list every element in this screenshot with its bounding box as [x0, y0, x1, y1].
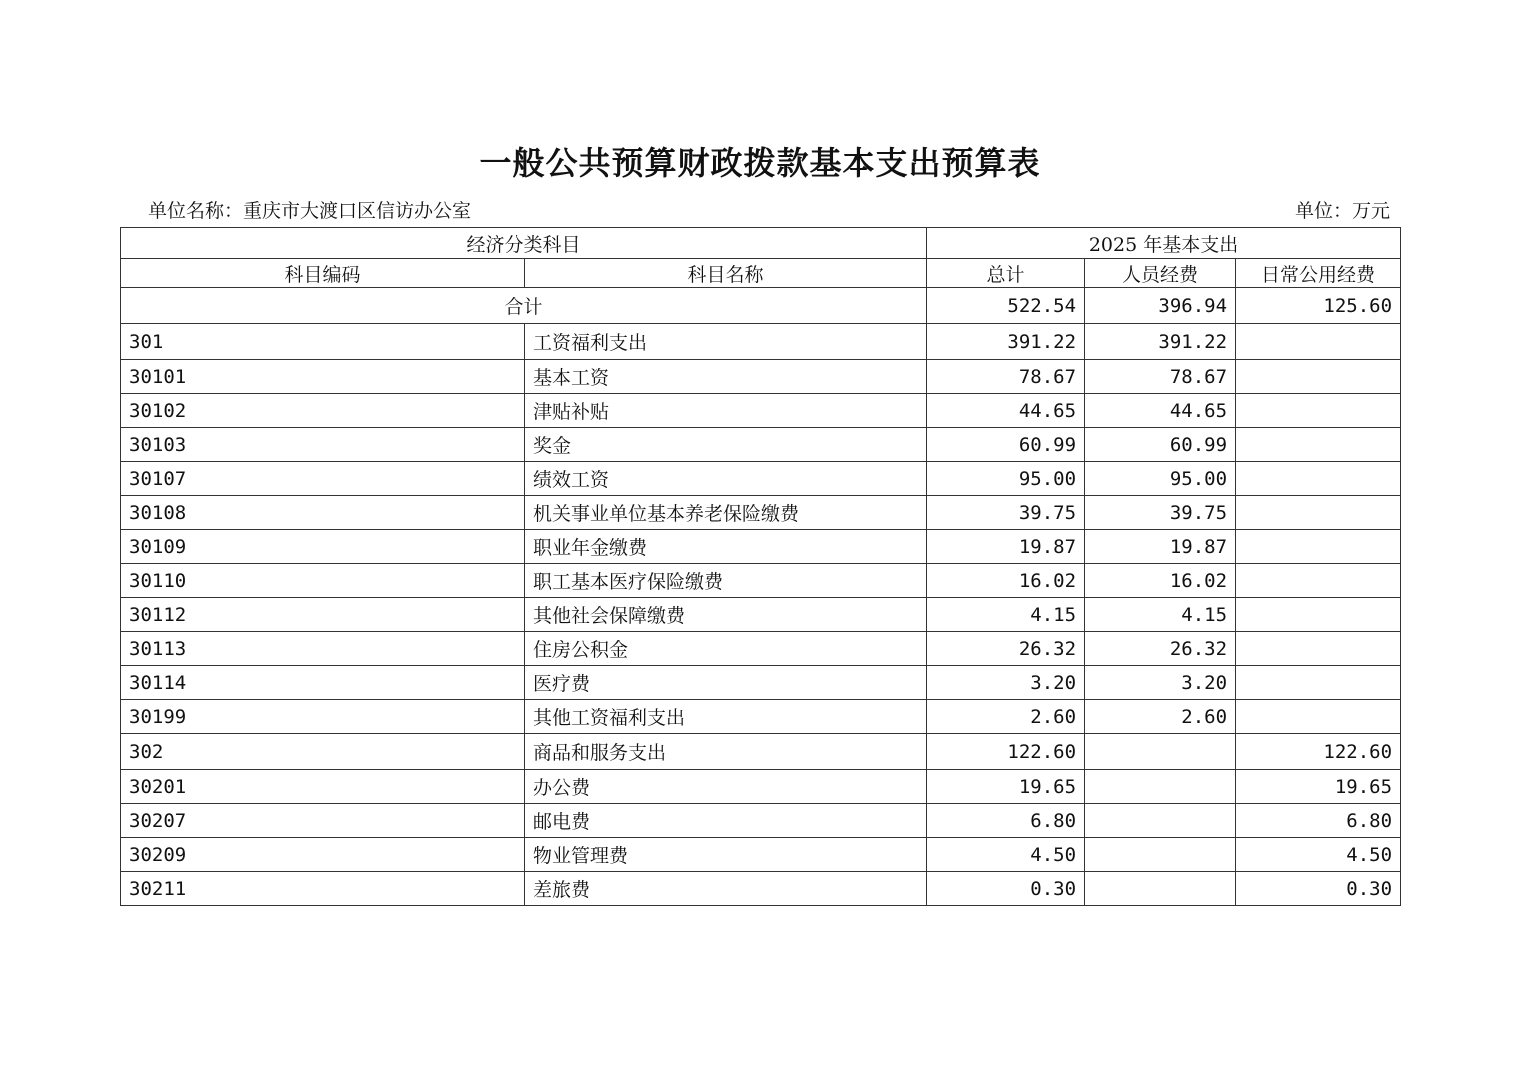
row-public: [1236, 428, 1401, 462]
row-total: 44.65: [927, 394, 1085, 428]
row-personnel: [1085, 804, 1236, 838]
table-row: [121, 394, 1401, 428]
table-row: [121, 804, 1401, 838]
row-name: 职工基本医疗保险缴费: [525, 564, 927, 598]
row-code: 30211: [121, 872, 525, 906]
row-public: [1236, 632, 1401, 666]
row-total: 39.75: [927, 496, 1085, 530]
table-row: [121, 872, 1401, 906]
table-row: [121, 496, 1401, 530]
row-name: 其他工资福利支出: [525, 700, 927, 734]
row-personnel: [1085, 734, 1236, 770]
row-personnel: 391.22: [1085, 324, 1236, 360]
row-personnel: 2.60: [1085, 700, 1236, 734]
row-public: 6.80: [1236, 804, 1401, 838]
row-public: 4.50: [1236, 838, 1401, 872]
header-personnel: 人员经费: [1085, 259, 1236, 288]
row-name: 住房公积金: [525, 632, 927, 666]
total-total: 522.54: [927, 288, 1085, 324]
row-public: [1236, 530, 1401, 564]
row-total: 4.50: [927, 838, 1085, 872]
row-public: [1236, 324, 1401, 360]
row-code: 30113: [121, 632, 525, 666]
row-name: 奖金: [525, 428, 927, 462]
row-personnel: 3.20: [1085, 666, 1236, 700]
total-label: 合计: [121, 288, 927, 324]
table-row: [121, 598, 1401, 632]
row-public: [1236, 700, 1401, 734]
table-row: [121, 632, 1401, 666]
row-personnel: 95.00: [1085, 462, 1236, 496]
row-code: 30209: [121, 838, 525, 872]
unit-label: 单位：万元: [1294, 200, 1390, 222]
page-title: 一般公共预算财政拨款基本支出预算表: [479, 144, 1041, 182]
table-row: [121, 462, 1401, 496]
row-name: 工资福利支出: [525, 324, 927, 360]
row-name: 物业管理费: [525, 838, 927, 872]
row-public: [1236, 564, 1401, 598]
row-code: 30199: [121, 700, 525, 734]
row-total: 4.15: [927, 598, 1085, 632]
row-code: 30112: [121, 598, 525, 632]
table-row: [121, 530, 1401, 564]
row-name: 商品和服务支出: [525, 734, 927, 770]
row-public: [1236, 462, 1401, 496]
row-code: 30102: [121, 394, 525, 428]
row-name: 其他社会保障缴费: [525, 598, 927, 632]
row-name: 邮电费: [525, 804, 927, 838]
unit-name: 单位名称：重庆市大渡口区信访办公室: [148, 200, 472, 222]
row-name: 职业年金缴费: [525, 530, 927, 564]
row-personnel: 60.99: [1085, 428, 1236, 462]
total-personnel: 396.94: [1085, 288, 1236, 324]
header-row-group: [121, 228, 1401, 259]
row-name: 机关事业单位基本养老保险缴费: [525, 496, 927, 530]
row-personnel: 39.75: [1085, 496, 1236, 530]
table-row: [121, 360, 1401, 394]
row-personnel: 19.87: [1085, 530, 1236, 564]
row-personnel: 4.15: [1085, 598, 1236, 632]
row-total: 26.32: [927, 632, 1085, 666]
row-personnel: [1085, 770, 1236, 804]
row-code: 30103: [121, 428, 525, 462]
row-code: 301: [121, 324, 525, 360]
row-name: 办公费: [525, 770, 927, 804]
row-name: 津贴补贴: [525, 394, 927, 428]
row-name: 绩效工资: [525, 462, 927, 496]
row-total: 2.60: [927, 700, 1085, 734]
table-row: [121, 666, 1401, 700]
row-code: 30114: [121, 666, 525, 700]
header-basic-expenditure: 2025 年基本支出: [927, 228, 1401, 259]
row-total: 19.65: [927, 770, 1085, 804]
row-personnel: 26.32: [1085, 632, 1236, 666]
row-code: 30101: [121, 360, 525, 394]
row-code: 30107: [121, 462, 525, 496]
table-row: [121, 700, 1401, 734]
header-name: 科目名称: [525, 259, 927, 288]
table-row: [121, 428, 1401, 462]
row-public: 0.30: [1236, 872, 1401, 906]
row-code: 30201: [121, 770, 525, 804]
row-total: 78.67: [927, 360, 1085, 394]
total-public: 125.60: [1236, 288, 1401, 324]
budget-table: [120, 227, 1401, 906]
row-public: 19.65: [1236, 770, 1401, 804]
row-total: 391.22: [927, 324, 1085, 360]
row-total: 6.80: [927, 804, 1085, 838]
row-public: [1236, 394, 1401, 428]
row-total: 122.60: [927, 734, 1085, 770]
row-public: [1236, 598, 1401, 632]
row-total: 16.02: [927, 564, 1085, 598]
row-total: 95.00: [927, 462, 1085, 496]
header-econ-category: 经济分类科目: [121, 228, 927, 259]
header-public: 日常公用经费: [1236, 259, 1401, 288]
row-code: 302: [121, 734, 525, 770]
table-row: [121, 734, 1401, 770]
row-total: 0.30: [927, 872, 1085, 906]
row-code: 30109: [121, 530, 525, 564]
row-personnel: [1085, 872, 1236, 906]
header-row-columns: [121, 259, 1401, 288]
row-code: 30108: [121, 496, 525, 530]
header-total: 总计: [927, 259, 1085, 288]
row-total: 3.20: [927, 666, 1085, 700]
row-code: 30110: [121, 564, 525, 598]
row-personnel: 44.65: [1085, 394, 1236, 428]
row-total: 19.87: [927, 530, 1085, 564]
row-public: [1236, 360, 1401, 394]
table-row: [121, 324, 1401, 360]
table-row: [121, 770, 1401, 804]
row-personnel: 16.02: [1085, 564, 1236, 598]
header-code: 科目编码: [121, 259, 525, 288]
budget-table-body: [121, 228, 1401, 906]
table-row: [121, 564, 1401, 598]
row-total: 60.99: [927, 428, 1085, 462]
row-name: 差旅费: [525, 872, 927, 906]
row-public: 122.60: [1236, 734, 1401, 770]
row-public: [1236, 666, 1401, 700]
row-code: 30207: [121, 804, 525, 838]
row-name: 基本工资: [525, 360, 927, 394]
row-name: 医疗费: [525, 666, 927, 700]
total-row: [121, 288, 1401, 324]
row-personnel: [1085, 838, 1236, 872]
row-public: [1236, 496, 1401, 530]
table-row: [121, 838, 1401, 872]
row-personnel: 78.67: [1085, 360, 1236, 394]
